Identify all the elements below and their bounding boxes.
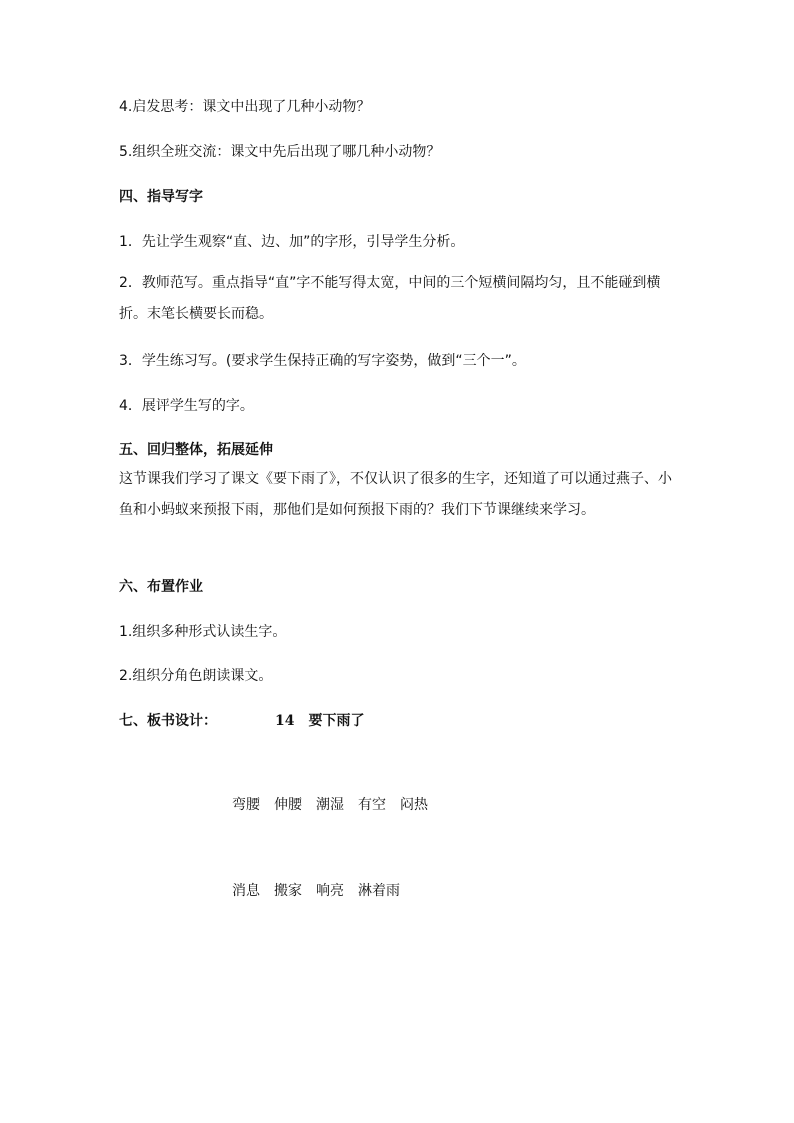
lesson-title: 要下雨了 (308, 713, 365, 729)
step-4-text: 4.启发思考：课文中出现了几种小动物？ (119, 99, 371, 115)
board-word: 响亮 (316, 883, 344, 899)
section-4-item-1: 1．先让学生观察“直、边、加”的字形，引导学生分析。 (119, 234, 465, 250)
section-6-item-1: 1.组织多种形式认读生字。 (119, 624, 287, 640)
board-word: 搬家 (274, 883, 302, 899)
board-word-row-2 (232, 881, 414, 901)
board-word: 闷热 (400, 797, 428, 813)
section-6-heading: 六、布置作业 (119, 579, 203, 595)
section-4-item-3: 3．学生练习写。(要求学生保持正确的写字姿势，做到“三个一”。 (119, 353, 526, 369)
board-word: 消息 (232, 883, 260, 899)
board-word: 淋着雨 (358, 883, 400, 899)
step-5-text: 5.组织全班交流：课文中先后出现了哪几种小动物？ (119, 144, 441, 160)
lesson-number: 14 (275, 713, 295, 729)
section-6-item-2: 2.组织分角色朗读课文。 (119, 668, 273, 684)
section-5-paragraph: 这节课我们学习了课文《要下雨了》，不仅认识了很多的生字，还知道了可以通过燕子、小鱼和小蚂蚁来预报下雨，那他们是如何预报下雨的？我们下节课继续来学习。 (119, 471, 672, 518)
section-5-heading: 五、回归整体，拓展延伸 (119, 442, 273, 458)
board-word: 有空 (358, 797, 386, 813)
board-word: 弯腰 (232, 797, 260, 813)
board-title (275, 711, 364, 731)
board-word-row-1 (232, 795, 442, 815)
section-7-heading: 七、板书设计： (119, 713, 217, 729)
section-4-heading: 四、指导写字 (119, 189, 203, 205)
board-design-line (119, 711, 364, 731)
section-4-item-4: 4．展评学生写的字。 (119, 398, 254, 414)
board-word: 潮湿 (316, 797, 344, 813)
board-word: 伸腰 (274, 797, 302, 813)
section-4-item-2: 2．教师范写。重点指导“直”字不能写得太宽，中间的三个短横间隔均匀，且不能碰到横折。末笔长横要长而稳。 (119, 275, 661, 322)
